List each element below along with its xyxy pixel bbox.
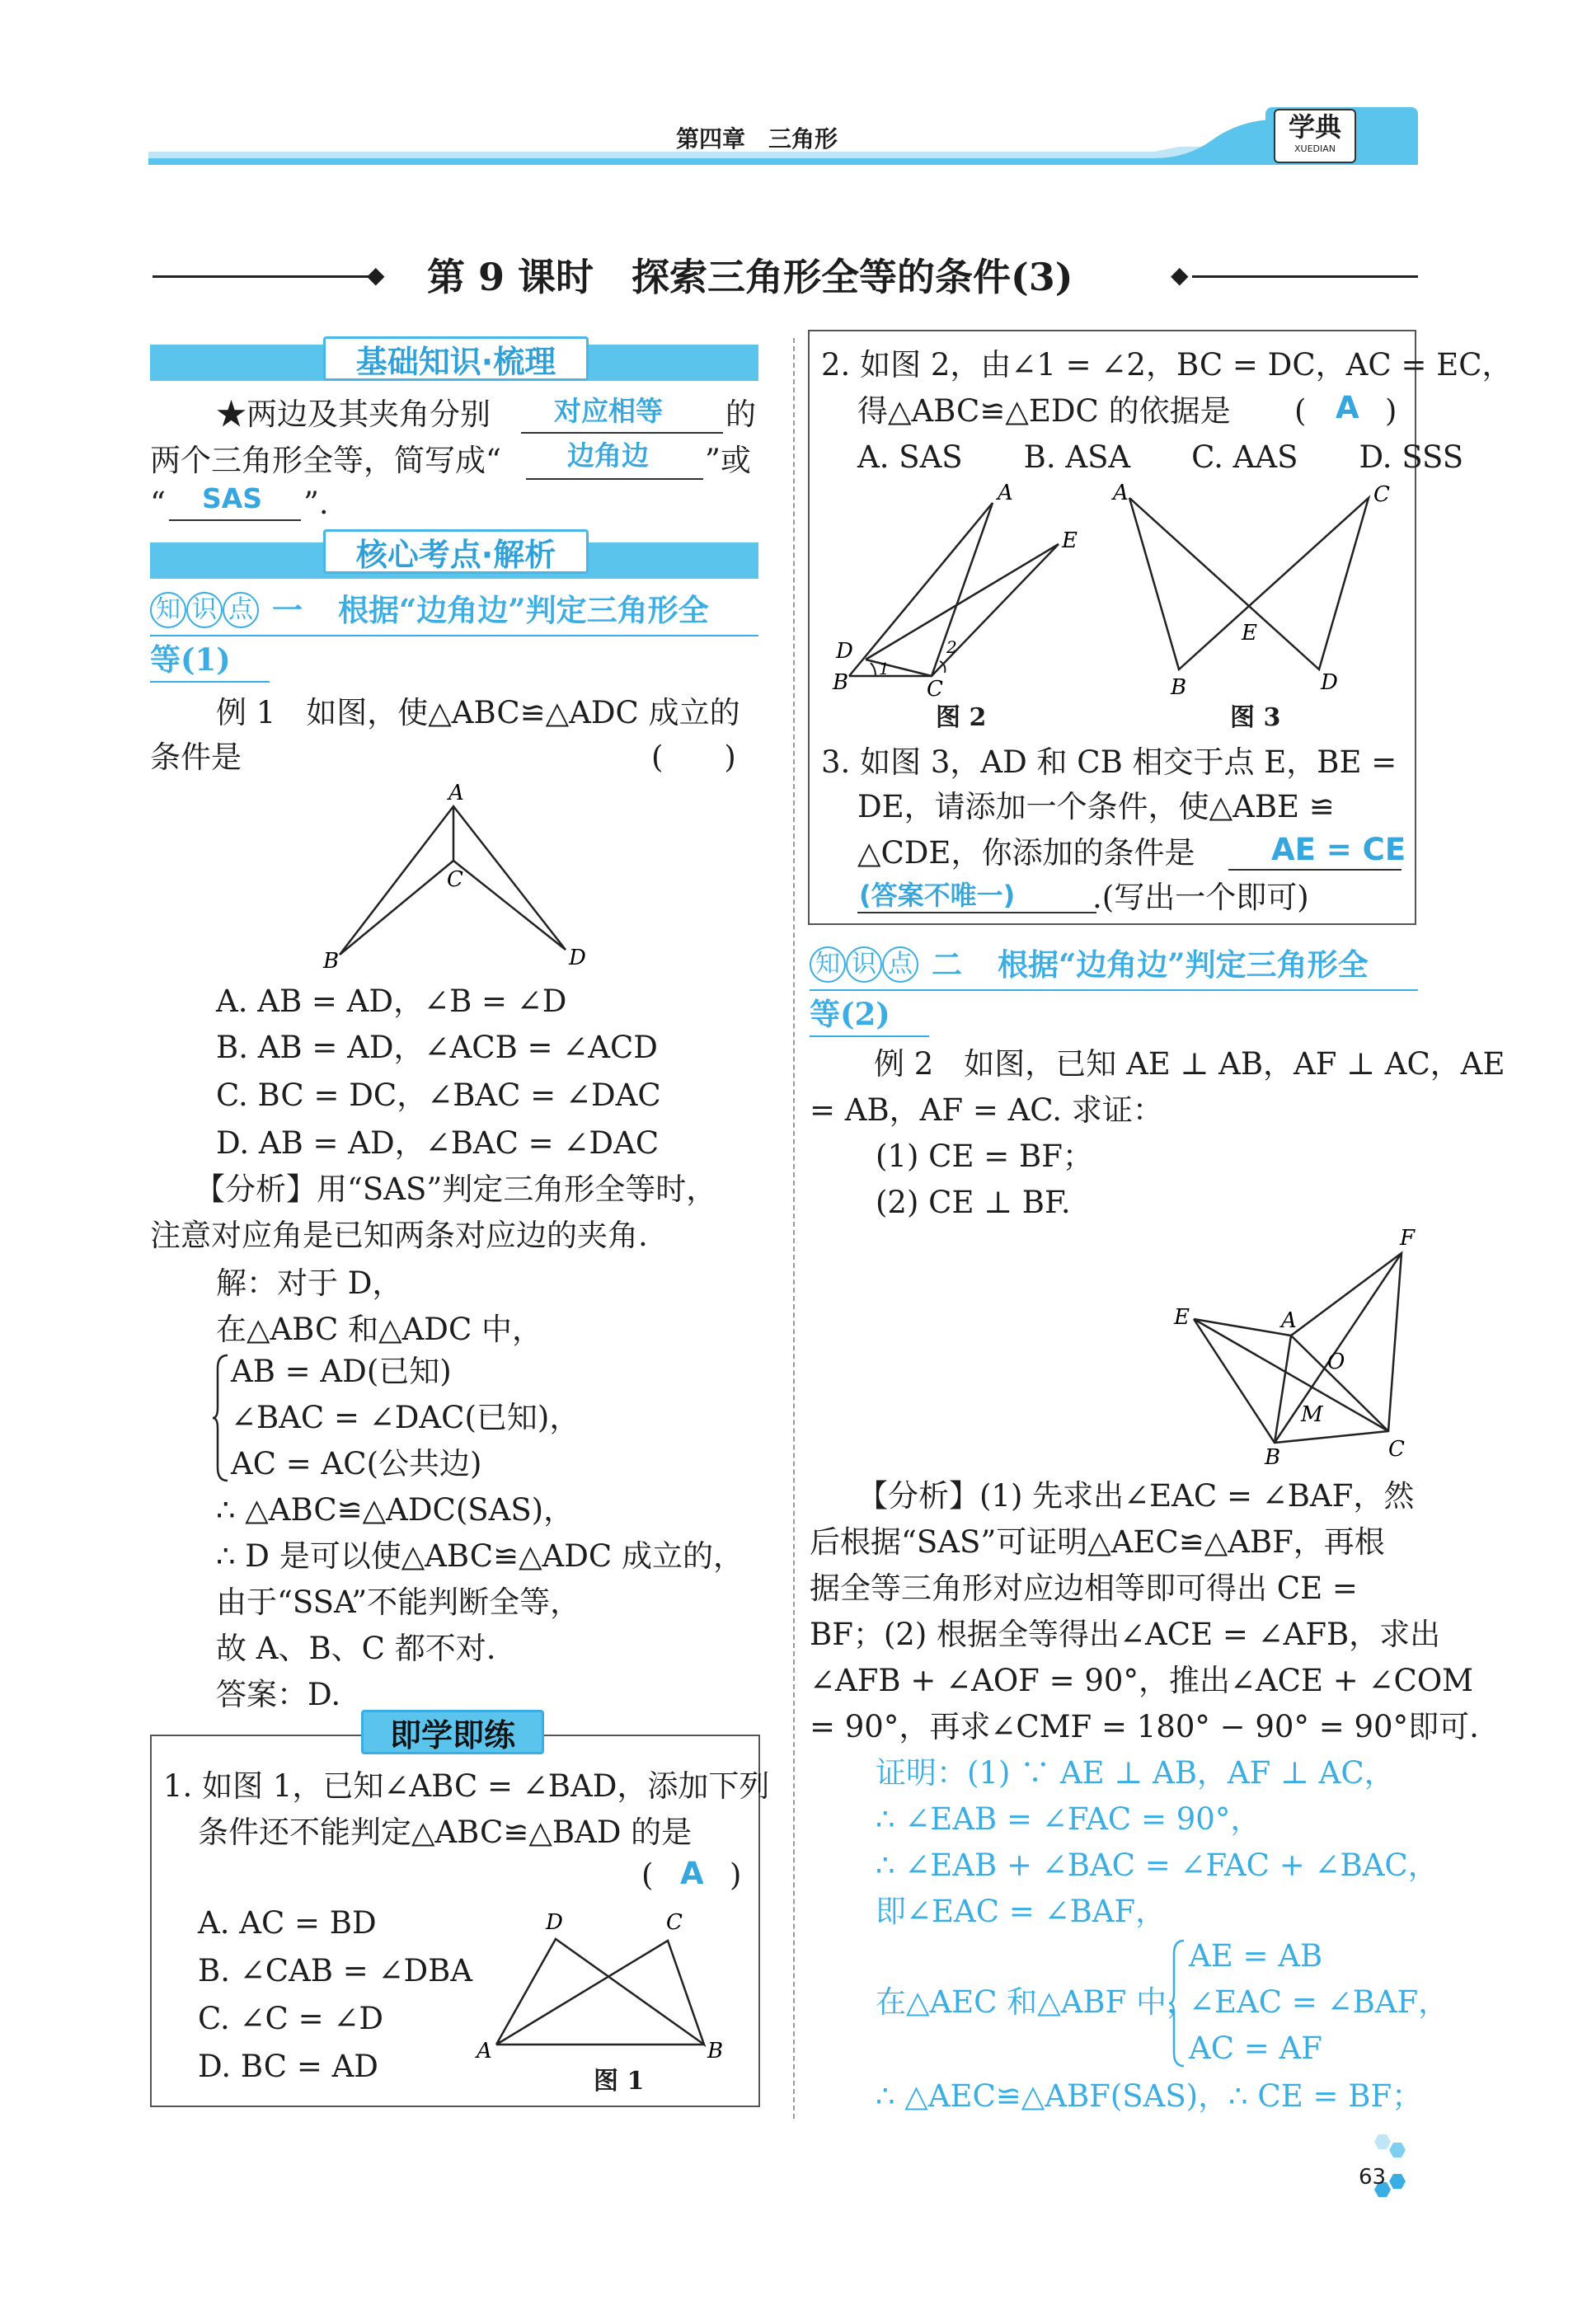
- fig2-label-e: E: [1062, 528, 1078, 553]
- q3-line1: 3. 如图 3，AD 和 CB 相交于点 E，BE =: [821, 744, 1397, 780]
- example1-analysis-2: 注意对应角是已知两条对应边的夹角.: [150, 1218, 648, 1253]
- example1-solution-2: ∴ △ABC≌△ADC(SAS)，: [216, 1492, 575, 1528]
- fig-ex2-label-f: F: [1400, 1226, 1416, 1251]
- figure-3-caption: 图 3: [1230, 703, 1281, 732]
- example2-proof-2: ∴ ∠EAB = ∠FAC = 90°，: [876, 1801, 1261, 1837]
- fig2-label-b: B: [833, 670, 849, 695]
- example1-solution-1: 在△ABC 和△ADC 中，: [216, 1312, 543, 1347]
- column-divider: [793, 338, 795, 2119]
- fig2-angle-2: 2: [946, 637, 957, 657]
- basic-line3-post: ”.: [303, 486, 329, 521]
- brand-logo: 学典 XUEDIAN: [1274, 109, 1356, 163]
- example2-proof-1: 证明：(1) ∵ AE ⊥ AB，AF ⊥ AC，: [876, 1755, 1395, 1791]
- example2-system-2: ∠EAC = ∠BAF，: [1189, 1984, 1449, 2020]
- example1-system-2: ∠BAC = ∠DAC(已知)，: [231, 1400, 580, 1435]
- example2-analysis-1: 【分析】(1) 先求出∠EAC = ∠BAF，然: [857, 1478, 1415, 1514]
- q3-answer-note: (答案不唯一): [859, 880, 1016, 911]
- basic-blank1: [521, 432, 723, 434]
- chapter-header: 第四章 三角形: [676, 125, 838, 153]
- fig-ex2-label-a: A: [1281, 1308, 1297, 1333]
- knowledge-point-1-badge: 知 识 点: [150, 592, 259, 628]
- knowledge-point-1-num: 一: [272, 592, 303, 628]
- example2-system-1: AE = AB: [1189, 1938, 1323, 1974]
- example2-analysis-3: 据全等三角形对应边相等即可得出 CE =: [810, 1570, 1358, 1606]
- example2-proof-3: ∴ ∠EAB + ∠BAC = ∠FAC + ∠BAC，: [876, 1847, 1439, 1883]
- knowledge-point-2-num: 二: [932, 946, 962, 983]
- example1-line2: 条件是: [150, 739, 242, 775]
- basic-answer2: 边角边: [567, 439, 649, 472]
- basic-line1-post: 的: [725, 397, 756, 432]
- q1-option-c: C. ∠C = ∠D: [198, 2001, 384, 2036]
- example2-line2: = AB，AF = AC. 求证：: [810, 1092, 1163, 1128]
- fig1-label-b: B: [707, 2039, 724, 2063]
- knowledge-point-2-title: 根据“边角边”判定三角形全: [998, 946, 1369, 983]
- example1-solution-head: 解：对于 D，: [216, 1265, 403, 1301]
- example1-paren: ( ): [651, 739, 736, 775]
- q1-paren-open: (: [641, 1857, 654, 1893]
- knowledge-point-2-underline2: [810, 1035, 929, 1037]
- q2-options: A. SAS B. ASA C. AAS D. SSS: [857, 439, 1464, 475]
- q1-option-a: A. AC = BD: [198, 1905, 377, 1941]
- q1-paren-close: ): [730, 1857, 742, 1893]
- basic-line1-pre: ★两边及其夹角分别: [216, 397, 491, 432]
- example1-solution-4: 由于“SSA”不能判断全等，: [216, 1585, 581, 1620]
- fig2-angle-1: 1: [879, 659, 890, 678]
- fig-ex1-label-a: A: [448, 781, 464, 805]
- title-diamond-left: ◆: [367, 261, 385, 289]
- q2-line1: 2. 如图 2，由∠1 = ∠2，BC = DC，AC = EC，: [821, 347, 1513, 383]
- fig-ex2-label-c: C: [1388, 1437, 1405, 1462]
- example2-line1: 例 2 如图，已知 AE ⊥ AB，AF ⊥ AC，AE: [874, 1046, 1505, 1082]
- example2-analysis-4: BF；(2) 根据全等得出∠ACE = ∠AFB，求出: [810, 1617, 1441, 1652]
- fig2-label-d: D: [836, 639, 853, 664]
- example1-system-3: AC = AC(公共边): [231, 1446, 482, 1481]
- example2-analysis-5: ∠AFB + ∠AOF = 90°，推出∠ACE + ∠COM: [810, 1663, 1474, 1698]
- knowledge-point-2-underline: [810, 989, 1418, 991]
- example1-option-b: B. AB = AD，∠ACB = ∠ACD: [216, 1030, 658, 1065]
- title-diamond-right: ◆: [1171, 261, 1189, 289]
- q1-line1: 1. 如图 1，已知∠ABC = ∠BAD，添加下列: [163, 1768, 770, 1804]
- fig-ex2-label-e: E: [1174, 1305, 1190, 1330]
- page-number: 63: [1359, 2165, 1387, 2190]
- fig3-label-c: C: [1373, 482, 1390, 507]
- example2-figure: [1171, 1220, 1434, 1467]
- example2-system-3: AC = AF: [1189, 2031, 1322, 2066]
- knowledge-point-1-title: 根据“边角边”判定三角形全: [338, 592, 709, 628]
- q3-answer: AE = CE: [1271, 832, 1406, 867]
- q3-line3: △CDE，你添加的条件是: [857, 835, 1195, 871]
- q1-line2: 条件还不能判定△ABC≌△BAD 的是: [198, 1815, 693, 1850]
- figure-2: [824, 478, 1088, 701]
- basic-blank3: [169, 519, 301, 521]
- example2-brace: [1169, 1937, 1187, 2069]
- fig3-label-e: E: [1242, 621, 1257, 646]
- section-core: 核心考点·解析: [323, 529, 589, 574]
- basic-answer3: SAS: [202, 482, 263, 514]
- basic-answer1: 对应相等: [554, 395, 663, 427]
- example1-option-c: C. BC = DC，∠BAC = ∠DAC: [216, 1077, 661, 1113]
- q3-line4: .(写出一个即可): [1092, 880, 1309, 915]
- q2-answer: A: [1336, 390, 1359, 425]
- q3-blank: [1228, 869, 1402, 871]
- figure-3: [1105, 478, 1410, 701]
- knowledge-point-2-title2: 等(2): [810, 996, 890, 1032]
- fig1-label-d: D: [546, 1910, 563, 1935]
- example2-proof-6: ∴ △AEC≌△ABF(SAS)，∴ CE = BF；: [876, 2078, 1423, 2114]
- example1-system-1: AB = AD(已知): [231, 1354, 452, 1389]
- basic-line2-post: ”或: [705, 443, 751, 478]
- knowledge-point-1-title2: 等(1): [150, 641, 231, 678]
- fig1-label-c: C: [666, 1910, 683, 1935]
- section-practice: 即学即练: [361, 1710, 544, 1754]
- fig2-label-c: C: [927, 677, 943, 701]
- example2-proof-5: 在△AEC 和△ABF 中，: [876, 1984, 1198, 2020]
- fig-ex1-label-b: B: [323, 949, 340, 973]
- fig-ex2-label-m: M: [1301, 1402, 1323, 1427]
- q2-paren-open: (: [1294, 393, 1307, 429]
- fig-ex1-label-c: C: [447, 867, 463, 892]
- example1-option-a: A. AB = AD，∠B = ∠D: [216, 984, 567, 1019]
- title-line-left: [153, 275, 377, 278]
- q3-blank-2: [857, 912, 1096, 913]
- fig1-label-a: A: [477, 2039, 492, 2063]
- example1-brace: [213, 1352, 231, 1484]
- page-title: 第 9 课时 探索三角形全等的条件(3): [427, 255, 1073, 299]
- example1-option-d: D. AB = AD，∠BAC = ∠DAC: [216, 1125, 660, 1161]
- example1-line1: 例 1 如图，使△ABC≌△ADC 成立的: [216, 695, 740, 730]
- basic-blank2: [526, 478, 703, 480]
- q3-line2: DE，请添加一个条件，使△ABE ≌: [857, 789, 1335, 824]
- example1-figure: [313, 775, 594, 973]
- fig-ex1-label-d: D: [569, 946, 586, 970]
- fig3-label-d: D: [1321, 670, 1338, 695]
- figure-1: [470, 1896, 750, 2094]
- example1-analysis-1: 【分析】用“SAS”判定三角形全等时，: [195, 1171, 717, 1207]
- q1-option-b: B. ∠CAB = ∠DBA: [198, 1953, 473, 1988]
- knowledge-point-1-underline2: [150, 681, 270, 683]
- q2-paren-close: ): [1385, 393, 1397, 429]
- figure-2-caption: 图 2: [936, 703, 987, 732]
- fig2-label-a: A: [998, 481, 1013, 505]
- example1-answer: 答案：D.: [216, 1677, 341, 1712]
- example2-proof-4: 即∠EAC = ∠BAF，: [876, 1894, 1167, 1929]
- q1-option-d: D. BC = AD: [198, 2049, 378, 2084]
- figure-1-caption: 图 1: [594, 2067, 645, 2096]
- fig3-label-a: A: [1113, 481, 1129, 505]
- q2-line2: 得△ABC≌△EDC 的依据是: [857, 393, 1231, 429]
- basic-line3-pre: “: [150, 486, 166, 521]
- example1-solution-5: 故 A、B、C 都不对.: [216, 1631, 496, 1666]
- knowledge-point-1-underline: [150, 635, 758, 636]
- q1-answer: A: [680, 1856, 704, 1891]
- example2-analysis-6: = 90°，再求∠CMF = 180° − 90° = 90°即可.: [810, 1709, 1479, 1744]
- example2-part2: (2) CE ⊥ BF.: [876, 1185, 1071, 1220]
- example2-part1: (1) CE = BF；: [876, 1139, 1093, 1174]
- basic-line2-pre: 两个三角形全等，简写成“: [150, 443, 501, 478]
- fig-ex2-label-b: B: [1265, 1445, 1281, 1467]
- fig3-label-b: B: [1171, 675, 1187, 700]
- title-line-right: [1192, 275, 1418, 278]
- section-basic: 基础知识·梳理: [323, 336, 589, 381]
- fig-ex2-label-o: O: [1327, 1350, 1345, 1374]
- example2-analysis-2: 后根据“SAS”可证明△AEC≌△ABF，再根: [810, 1524, 1385, 1560]
- knowledge-point-2-badge: 知 识 点: [810, 946, 918, 983]
- example1-solution-3: ∴ D 是可以使△ABC≌△ADC 成立的，: [216, 1538, 744, 1574]
